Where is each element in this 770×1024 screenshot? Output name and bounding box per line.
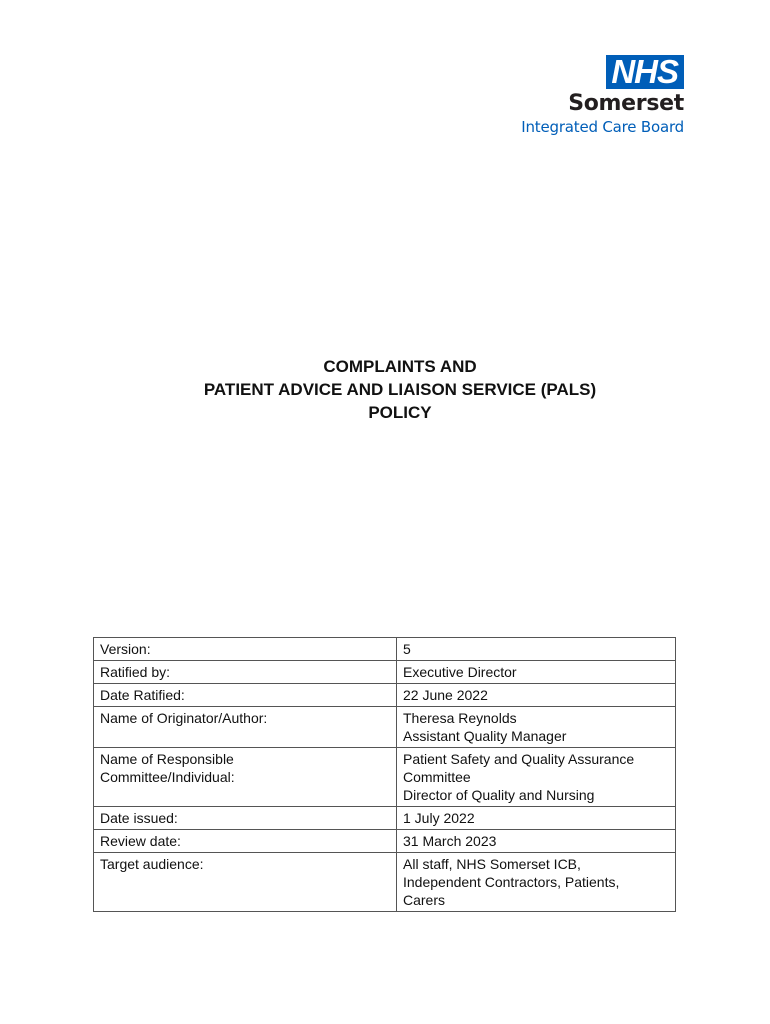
row-value bbox=[397, 748, 676, 807]
row-value-line: 31 March 2023 bbox=[403, 833, 497, 849]
document-title bbox=[0, 355, 770, 424]
title-line-3: POLICY bbox=[368, 403, 432, 422]
table-row bbox=[94, 853, 676, 912]
row-label bbox=[94, 830, 397, 853]
row-value-line: Independent Contractors, Patients, bbox=[403, 874, 620, 890]
row-label bbox=[94, 748, 397, 807]
row-value-line: Director of Quality and Nursing bbox=[403, 787, 595, 803]
row-label bbox=[94, 638, 397, 661]
row-label-line: Ratified by: bbox=[100, 664, 171, 680]
row-value-line: Patient Safety and Quality Assurance bbox=[403, 751, 635, 767]
row-label bbox=[94, 684, 397, 707]
row-value bbox=[397, 661, 676, 684]
policy-details-table bbox=[93, 637, 676, 912]
row-value-line: All staff, NHS Somerset ICB, bbox=[403, 856, 581, 872]
row-label bbox=[94, 661, 397, 684]
row-label bbox=[94, 853, 397, 912]
row-value bbox=[397, 638, 676, 661]
nhs-badge: NHS bbox=[606, 55, 684, 89]
table-row bbox=[94, 638, 676, 661]
title-line-1: COMPLAINTS AND bbox=[323, 357, 477, 376]
row-value bbox=[397, 684, 676, 707]
table-row bbox=[94, 830, 676, 853]
org-name: Somerset bbox=[568, 91, 684, 116]
row-label-line: Version: bbox=[100, 641, 151, 657]
nhs-somerset-logo bbox=[484, 55, 684, 136]
row-value-line: 22 June 2022 bbox=[403, 687, 488, 703]
row-value bbox=[397, 807, 676, 830]
row-label-line: Target audience: bbox=[100, 856, 204, 872]
row-label-line: Name of Responsible bbox=[100, 751, 234, 767]
row-label-line: Review date: bbox=[100, 833, 181, 849]
row-value bbox=[397, 707, 676, 748]
row-label bbox=[94, 807, 397, 830]
table-row bbox=[94, 707, 676, 748]
table-row bbox=[94, 661, 676, 684]
row-value-line: 5 bbox=[403, 641, 411, 657]
row-label-line: Name of Originator/Author: bbox=[100, 710, 268, 726]
table-row bbox=[94, 748, 676, 807]
org-subtitle: Integrated Care Board bbox=[521, 118, 684, 136]
row-label-line: Committee/Individual: bbox=[100, 769, 235, 785]
table-row bbox=[94, 807, 676, 830]
row-value-line: Theresa Reynolds bbox=[403, 710, 517, 726]
row-value bbox=[397, 853, 676, 912]
table-row bbox=[94, 684, 676, 707]
title-line-2: PATIENT ADVICE AND LIAISON SERVICE (PALS) bbox=[203, 380, 597, 399]
row-label-line: Date Ratified: bbox=[100, 687, 185, 703]
row-value-line: 1 July 2022 bbox=[403, 810, 475, 826]
row-label-line: Date issued: bbox=[100, 810, 178, 826]
row-value-line: Executive Director bbox=[403, 664, 517, 680]
row-value-line: Carers bbox=[403, 892, 446, 908]
row-value bbox=[397, 830, 676, 853]
row-value-line: Assistant Quality Manager bbox=[403, 728, 567, 744]
row-label bbox=[94, 707, 397, 748]
row-value-line: Committee bbox=[403, 769, 471, 785]
